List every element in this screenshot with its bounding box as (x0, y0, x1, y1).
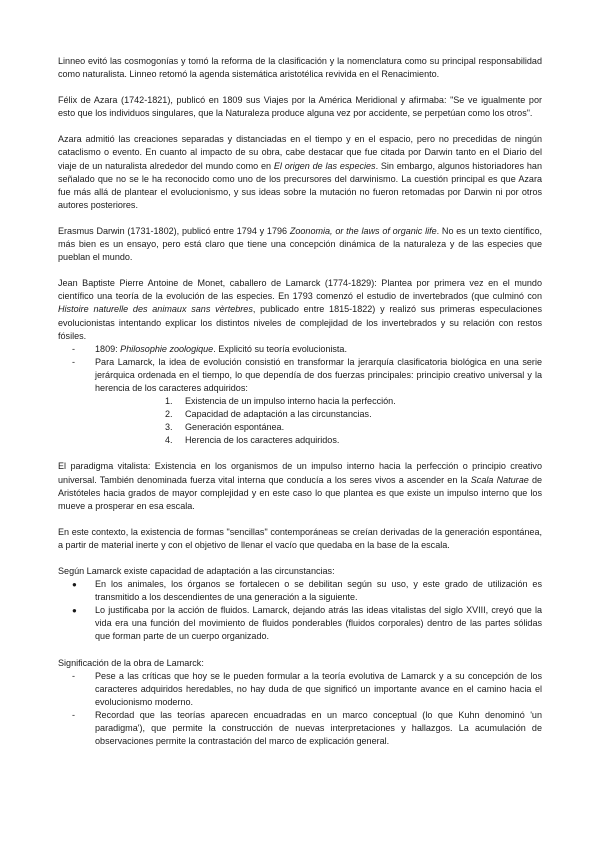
numbered-text: Existencia de un impulso interno hacia la perfección. (185, 396, 396, 407)
dash-marker: - (72, 670, 76, 681)
bullet-marker: ● (72, 580, 77, 590)
list-item (72, 343, 542, 356)
numbered-item (165, 421, 542, 434)
numbered-list (165, 395, 542, 447)
paragraph-significance-heading: Significación de la obra de Lamarck: (58, 657, 204, 668)
list-item (72, 604, 542, 643)
number-marker: 1. (165, 396, 173, 407)
paragraph-lamarck (58, 277, 542, 342)
paragraph-azara-intro: Félix de Azara (1742-1821), publicó en 1809 sus Viajes por la América Meridional y afirmaba: "Se ve igualmente por esto que los individuos singulares, que la Naturaleza produce alguna vez por accidente, se perpetúan como los otros". (58, 95, 542, 119)
bullet-marker: ● (72, 606, 77, 616)
book-title: Zoonomia, or the laws of organic life (289, 225, 437, 236)
dash-text: Recordad que las teorías aparecen encuadradas en un marco conceptual (lo que Kuhn denominó 'un paradigma'), que permite la construcción de nuevas interpretaciones y hallazgos. La acumulación de observaciones permite la contrastación del marco de explicación general. (95, 709, 542, 747)
list-item (72, 670, 542, 709)
text-run: . Sin embargo, algunos historiadores han señalado que no se le ha reconocido como uno de los precursores del darwinismo. La cuestión principal es que Azara fue más allá de plantear el evolucionismo, y sus ideas sobre la mutación no fueron retomadas por Darwin ni por otros autores posteriores. (58, 160, 542, 210)
numbered-item (165, 408, 542, 421)
text-run: Azara admitió las creaciones separadas y distanciadas en el tiempo y en el espacio, pero no precedidas de ningún cataclismo o evento. En cuanto al impacto de su obra, cabe destacar que fue citada por Darwin tanto en el Diario del viaje de un naturalista alrededor del mundo como en (58, 134, 542, 171)
text-run: 1809: (95, 343, 121, 354)
text-run: de Aristóteles hacia grados de mayor complejidad y en este caso lo que plantea es que existe un impulso interno que los mueve a prosperar en esa escala. (58, 474, 543, 511)
book-title: El origen de las especies (273, 160, 376, 171)
text-run: . No es un texto científico, más bien es un ensayo, pero está claro que tiene una concepción dinámica de la naturaleza y de las especies que pueblan el mundo. (58, 225, 542, 263)
numbered-text: Capacidad de adaptación a las circunstancias. (185, 409, 372, 420)
significance-dash-list (72, 670, 542, 749)
text-run: Para Lamarck, la idea de evolución consistió en transformar la jerarquía clasificatoria biológica en una serie jerárquica ordenada en el tiempo, lo que dependía de dos fuerzas principales: principio creativo universal y la herencia de los caracteres adquiridos: (95, 356, 542, 393)
book-title: Histoire naturelle des animaux sans vèrtebres (58, 304, 253, 315)
number-marker: 3. (165, 422, 173, 433)
dash-marker: - (72, 356, 76, 367)
text-run: , publicado entre 1815-1822) y realizó sus primeras especulaciones evolucionistas intentando explicar los distintos niveles de complejidad de los invertebrados y su relación con restos fósiles. (58, 304, 542, 341)
paragraph-linneo: Linneo evitó las cosmogonías y tomó la reforma de la clasificación y la nomenclatura como su principal responsabilidad como naturalista. Linneo retomó la agenda sistemática aristotélica revivida en el Renacimiento. (58, 56, 542, 80)
list-item (72, 578, 542, 604)
number-marker: 2. (165, 409, 173, 420)
text-run: Jean Baptiste Pierre Antoine de Monet, caballero de Lamarck (1774-1829): Plantea por primera vez en el mundo científico una teoría de la evolución de las especies. En 1793 comenzó el estudio de invertebrados (que culminó con (58, 278, 542, 302)
lamarck-dash-list (72, 343, 542, 448)
numbered-text: Generación espontánea. (185, 422, 285, 433)
paragraph-vitalist-paradigm (58, 460, 542, 512)
text-run: Erasmus Darwin (1731-1802), publicó entre 1794 y 1796 (58, 225, 290, 236)
adaptation-bullet-list (72, 578, 542, 643)
numbered-item (165, 395, 542, 408)
paragraph-spontaneous-generation: En este contexto, la existencia de formas "sencillas" contemporáneas se creían derivadas de la generación espontánea, a partir de material inerte y con el objetivo de llenar el vacío que quedaba en la base de la escala. (58, 526, 542, 550)
dash-marker: - (72, 709, 76, 720)
list-item (72, 709, 542, 748)
latin-term: Scala Naturae (470, 474, 529, 485)
list-item (72, 356, 542, 448)
numbered-text: Herencia de los caracteres adquiridos. (185, 435, 340, 446)
text-run: El paradigma vitalista: Existencia en los organismos de un impulso interno hacia la perfección o principio creativo universal. También denominada fuerza vital interna que conducía a los seres vivos a ascender en la (58, 461, 542, 485)
numbered-item (165, 434, 542, 447)
book-title: Philosophie zoologique (120, 343, 214, 354)
text-run: . Explicitó su teoría evolucionista. (213, 343, 347, 354)
paragraph-azara-impact (58, 133, 542, 212)
paragraph-erasmus-darwin (58, 225, 542, 264)
bullet-text: Lo justificaba por la acción de fluidos. Lamarck, dejando atrás las ideas vitalistas del siglo XVIII, creyó que la vida era una función del movimiento de fluidos ponderables (fluidos corporales) dentro de las partes sólidas que forman parte de un cuerpo organizado. (95, 605, 542, 642)
paragraph-adaptation-heading: Según Lamarck existe capacidad de adaptación a las circunstancias: (58, 566, 335, 576)
number-marker: 4. (165, 435, 173, 446)
dash-text: Pese a las críticas que hoy se le pueden formular a la teoría evolutiva de Lamarck y a su concepción de los caracteres adquiridos heredables, no hay duda de que significó un importante avance en el camino hacia el evolucionismo moderno. (95, 670, 542, 707)
bullet-text: En los animales, los órganos se fortalecen o se debilitan según su uso, y este grado de utilización es transmitido a los descendientes de una generación a la siguiente. (95, 579, 542, 603)
dash-marker: - (72, 343, 76, 354)
